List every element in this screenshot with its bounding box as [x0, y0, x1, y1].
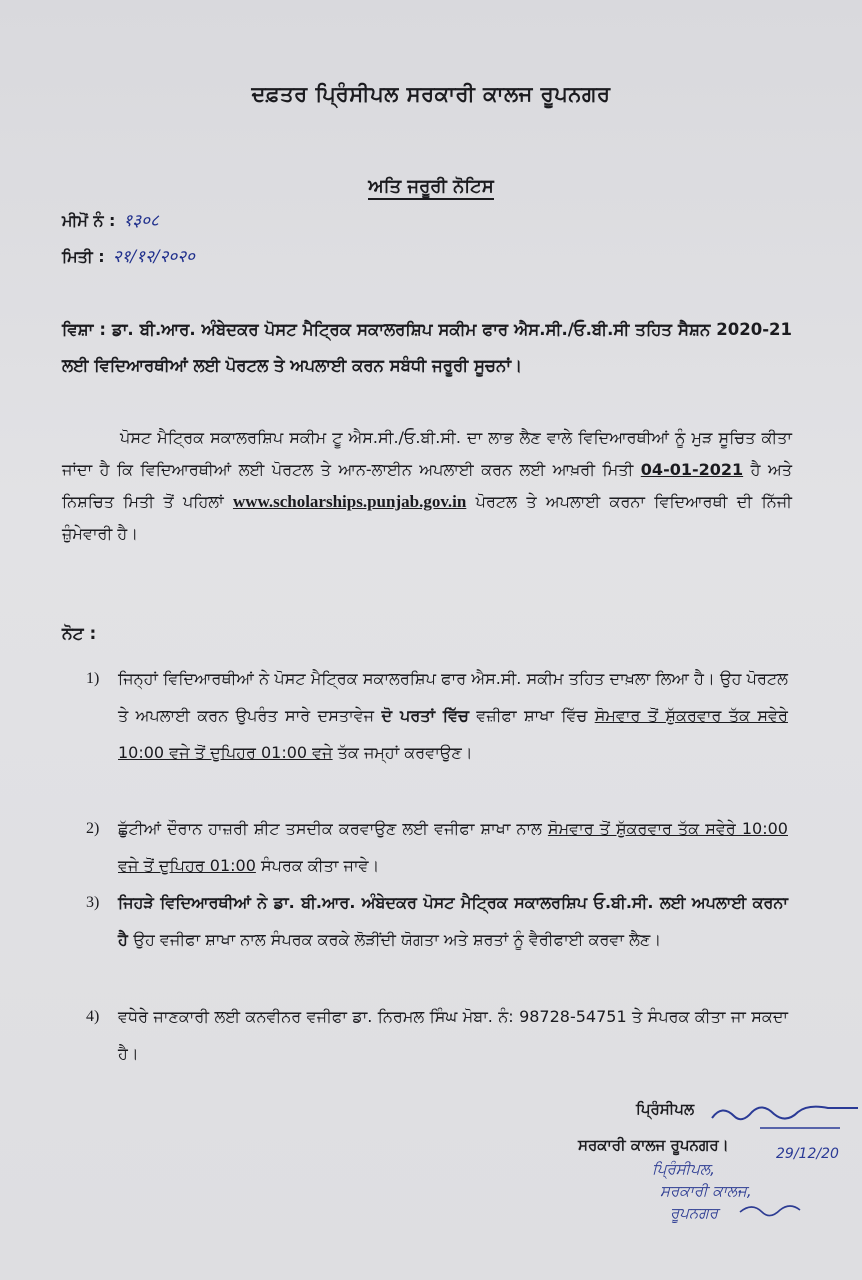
note-text-b: ਉਹ ਵਜੀਫਾ ਸ਼ਾਖਾ ਨਾਲ ਸੰਪਰਕ ਕਰਕੇ ਲੋੜੀਂਦੀ ਯੋਗਤਾ ਅਤੇ ਸ਼ਰਤਾਂ ਨੂੰ ਵੈਰੀਫਾਈ ਕਰਵਾ ਲੈਣ।	[133, 930, 662, 949]
stamp-line-1: ਪ੍ਰਿੰਸੀਪਲ,	[652, 1160, 715, 1178]
note-number: 4)	[86, 1008, 100, 1025]
note-number: 2)	[86, 820, 100, 837]
note-item-1	[86, 660, 788, 771]
note-text: ਵਧੇਰੇ ਜਾਣਕਾਰੀ ਲਈ ਕਨਵੀਨਰ ਵਜੀਫਾ ਡਾ. ਨਿਰਮਲ ਸਿੰਘ ਮੋਬਾ. ਨੰ: 98728-54751 ਤੇ ਸੰਪਰਕ ਕੀਤਾ ਜਾ ਸਕਦਾ ਹੈ।	[118, 1007, 788, 1063]
date-value: २१/१२/२०२०	[112, 247, 195, 267]
note-text	[118, 884, 788, 958]
note-text-c: ਵਜ਼ੀਫਾ ਸ਼ਾਖਾ ਵਿੱਚ	[476, 706, 588, 725]
note-text-a: ਛੁੱਟੀਆਂ ਦੌਰਾਨ ਹਾਜ਼ਰੀ ਸ਼ੀਟ ਤਸਦੀਕ ਕਰਵਾਉਣ ਲਈ ਵਜੀਫਾ ਸ਼ਾਖਾ ਨਾਲ	[118, 819, 542, 838]
note-number: 1)	[86, 670, 100, 687]
stamp-line-3: ਰੂਪਨਗਰ	[670, 1204, 719, 1222]
note-text-c: ਸੰਪਰਕ ਕੀਤਾ ਜਾਵੇ।	[260, 856, 380, 875]
note-number: 3)	[86, 894, 100, 911]
college-name: ਸਰਕਾਰੀ ਕਾਲਜ ਰੂਪਨਗਰ।	[578, 1136, 729, 1154]
para-part1: ਪੋਸਟ ਮੈਟ੍ਰਿਕ ਸਕਾਲਰਸ਼ਿਪ ਸਕੀਮ ਟੂ ਐਸ.ਸੀ./ਓ.ਬੀ.ਸੀ. ਦਾ ਲਾਭ ਲੈਣ ਵਾਲੇ ਵਿਦਿਆਰਥੀਆਂ ਨੂੰ ਮੁੜ ਸੂਚਿਤ ਕੀਤਾ ਜਾਂਦਾ ਹੈ ਕਿ ਵਿਦਿਆਰਥੀਆਂ ਲਈ ਪੋਰਟਲ ਤੇ ਆਨ-ਲਾਈਨ ਅਪਲਾਈ ਕਰਨ ਲਈ ਆਖ਼ਰੀ ਮਿਤੀ	[62, 428, 792, 479]
note-label: ਨੋਟ :	[62, 624, 97, 644]
note-text-emphasis: ਦੋ ਪਰਤਾਂ ਵਿੱਚ	[381, 706, 469, 725]
para-part3: ਪੋਰਟਲ ਤੇ ਅਪਲਾਈ ਕਰਨਾ ਵਿਦਿਆਰਥੀ ਦੀ ਨਿੱਜੀ ਜ਼ੁੰਮੇਵਾਰੀ ਹੈ।	[62, 492, 792, 543]
memo-line	[62, 208, 159, 231]
signature-date: 29/12/20	[776, 1146, 839, 1162]
principal-title: ਪ੍ਰਿੰਸੀਪਲ	[636, 1100, 695, 1118]
note-item-3	[86, 884, 788, 958]
stamp-line-2: ਸਰਕਾਰੀ ਕਾਲਜ,	[660, 1182, 752, 1200]
memo-number: १३०८	[123, 211, 159, 231]
office-heading: ਦਫ਼ਤਰ ਪ੍ਰਿੰਸੀਪਲ ਸਰਕਾਰੀ ਕਾਲਜ ਰੂਪਨਗਰ	[251, 82, 611, 106]
para-part2: ਹੈ ਅਤੇ ਨਿਸ਼ਚਿਤ ਮਿਤੀ ਤੋਂ ਪਹਿਲਾਂ	[62, 460, 792, 511]
main-paragraph	[62, 422, 792, 550]
last-date: 04-01-2021	[640, 460, 744, 479]
note-text-a: ਜਿਹੜੇ ਵਿਦਿਆਰਥੀਆਂ ਨੇ ਡਾ. ਬੀ.ਆਰ. ਅੰਬੇਦਕਰ ਪੋਸਟ ਮੈਟ੍ਰਿਕ ਸਕਾਲਰਸ਼ਿਪ ਓ.ਬੀ.ਸੀ. ਲਈ ਅਪਲਾਈ ਕਰਨਾ ਹੈ	[118, 893, 788, 949]
notice-title-text: ਅਤਿ ਜਰੂਰੀ ਨੋਟਿਸ	[368, 176, 493, 200]
note-item-2	[86, 810, 788, 884]
portal-url[interactable]: www.scholarships.punjab.gov.in	[232, 492, 467, 511]
note-text-timing: ਸੋਮਵਾਰ ਤੋਂ ਸ਼ੁੱਕਰਵਾਰ ਤੱਕ ਸਵੇਰੇ 10:00 ਵਜੇ ਤੋਂ ਦੁਪਿਹਰ 01:00 ਵਜੇ	[118, 706, 788, 762]
note-text-e: ਤੱਕ ਜਮ੍ਹਾਂ ਕਰਵਾਉਣ।	[337, 743, 473, 762]
notice-title	[0, 176, 862, 197]
note-item-4	[86, 998, 788, 1072]
note-text	[118, 660, 788, 771]
note-text	[118, 810, 788, 884]
memo-label: ਮੀਮੋਂ ਨੰ :	[62, 211, 116, 230]
date-label: ਮਿਤੀ :	[62, 247, 105, 266]
subject: ਵਿਸ਼ਾ : ਡਾ. ਬੀ.ਆਰ. ਅੰਬੇਦਕਰ ਪੋਸਟ ਮੈਟ੍ਰਿਕ ਸਕਾਲਰਸ਼ਿਪ ਸਕੀਮ ਫਾਰ ਐਸ.ਸੀ./ਓ.ਬੀ.ਸੀ ਤਹਿਤ ਸੈਸ਼ਨ 2020-21 ਲਈ ਵਿਦਿਆਰਥੀਆਂ ਲਈ ਪੋਰਟਲ ਤੇ ਅਪਲਾਈ ਕਰਨ ਸਬੰਧੀ ਜਰੂਰੀ ਸੂਚਨਾਂ।	[62, 320, 792, 375]
note-text-timing: ਸੋਮਵਾਰ ਤੋਂ ਸ਼ੁੱਕਰਵਾਰ ਤੱਕ ਸਵੇਰੇ 10:00 ਵਜੇ ਤੋਂ ਦੁਪਿਹਰ 01:00	[118, 819, 788, 875]
date-line	[62, 244, 195, 267]
note-text-a: ਜਿਨ੍ਹਾਂ ਵਿਦਿਆਰਥੀਆਂ ਨੇ ਪੋਸਟ ਮੈਟ੍ਰਿਕ ਸਕਾਲਰਸ਼ਿਪ ਫਾਰ ਐਸ.ਸੀ. ਸਕੀਮ ਤਹਿਤ ਦਾਖ਼ਲਾ ਲਿਆ ਹੈ। ਉਹ ਪੋਰਟਲ ਤੇ ਅਪਲਾਈ ਕਰਨ ਉਪਰੰਤ ਸਾਰੇ ਦਸਤਾਵੇਜ	[118, 669, 788, 725]
